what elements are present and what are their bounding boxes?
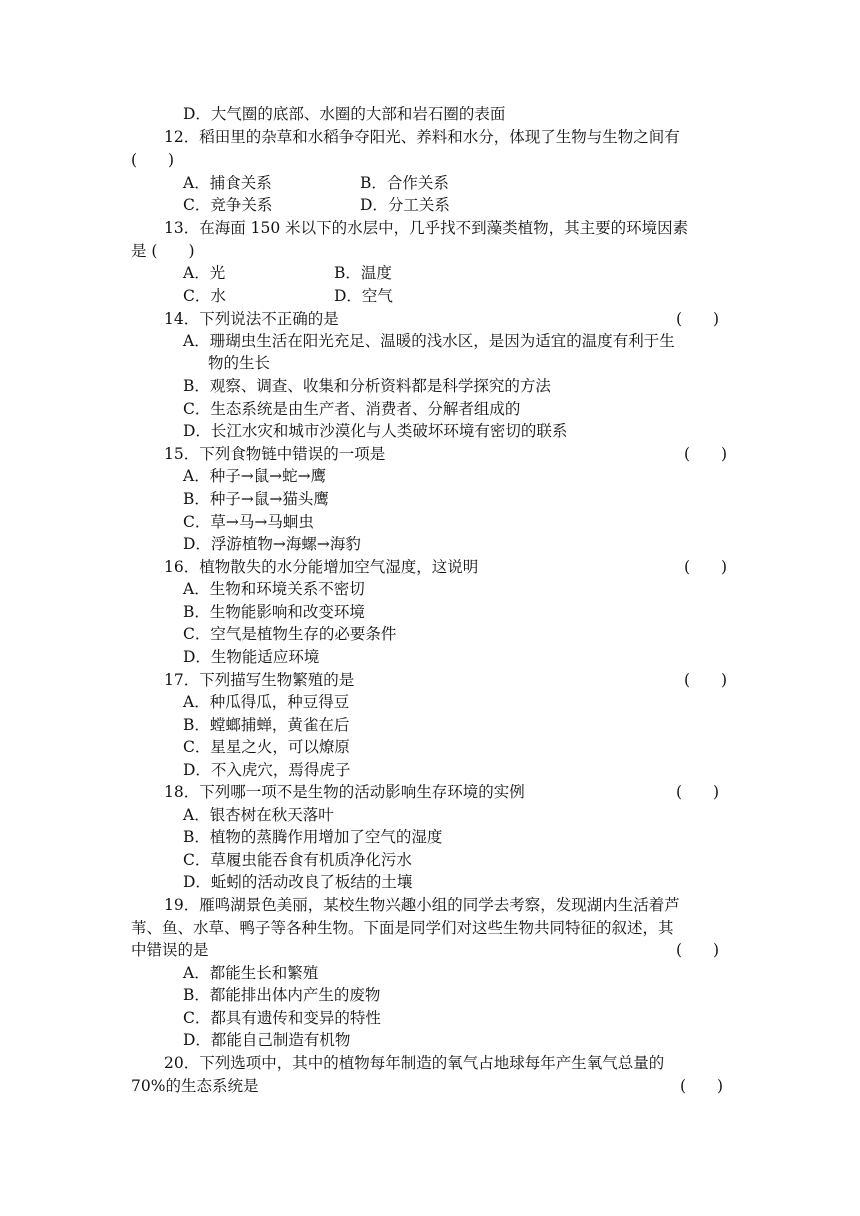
q19-stem-line3: 中错误的是 bbox=[131, 941, 209, 959]
q13-stem: 13．在海面 150 米以下的水层中，几乎找不到藻类植物，其主要的环境因素 bbox=[164, 219, 689, 237]
q14-answer-paren: ( ) bbox=[676, 310, 720, 328]
q14-option-d: D．长江水灾和城市沙漠化与人类破坏环境有密切的联系 bbox=[183, 422, 568, 440]
q15-option-a: A．种子→鼠→蛇→鹰 bbox=[183, 467, 327, 485]
q12-stem: 12．稻田里的杂草和水稻争夺阳光、养料和水分，体现了生物与生物之间有 bbox=[164, 128, 680, 146]
q14-stem: 14．下列说法不正确的是 bbox=[164, 310, 339, 328]
q16-option-c: C．空气是植物生存的必要条件 bbox=[183, 625, 397, 643]
q14-option-b: B．观察、调查、收集和分析资料都是科学探究的方法 bbox=[183, 377, 551, 395]
q14-option-c: C．生态系统是由生产者、消费者、分解者组成的 bbox=[183, 400, 521, 418]
q16-answer-paren: ( ) bbox=[684, 558, 728, 576]
q12-option-a: A．捕食关系 bbox=[183, 174, 272, 192]
q15-option-c: C．草→马→马蛔虫 bbox=[183, 513, 314, 531]
q18-option-b: B．植物的蒸腾作用增加了空气的湿度 bbox=[183, 828, 443, 846]
q17-option-b: B．螳螂捕蝉，黄雀在后 bbox=[183, 716, 350, 734]
q13-option-b: B．温度 bbox=[334, 264, 392, 282]
q13-option-c: C．水 bbox=[183, 287, 226, 305]
q15-option-b: B．种子→鼠→猫头鹰 bbox=[183, 490, 329, 508]
q19-answer-paren: ( ) bbox=[676, 941, 720, 959]
q11-option-d: D．大气圈的底部、水圈的大部和岩石圈的表面 bbox=[183, 105, 506, 123]
q18-option-a: A．银杏树在秋天落叶 bbox=[183, 806, 334, 824]
q20-stem-line2: 70%的生态系统是 bbox=[131, 1077, 259, 1095]
q18-answer-paren: ( ) bbox=[676, 783, 720, 801]
q12-answer-paren: ( ) bbox=[131, 151, 175, 169]
q14-option-a: A．珊瑚虫生活在阳光充足、温暖的浅水区，是因为适宜的温度有利于生 bbox=[183, 332, 675, 350]
q19-option-c: C．都具有遗传和变异的特性 bbox=[183, 1009, 381, 1027]
q19-option-b: B．都能排出体内产生的废物 bbox=[183, 986, 381, 1004]
q18-stem: 18．下列哪一项不是生物的活动影响生存环境的实例 bbox=[164, 783, 525, 801]
q18-option-d: D．蚯蚓的活动改良了板结的土壤 bbox=[183, 873, 413, 891]
q12-option-b: B．合作关系 bbox=[360, 174, 449, 192]
q15-stem: 15．下列食物链中错误的一项是 bbox=[164, 445, 386, 463]
q13-stem-cont: 是 ( ) bbox=[131, 242, 195, 260]
q16-option-b: B．生物能影响和改变环境 bbox=[183, 603, 365, 621]
q20-answer-paren: ( ) bbox=[680, 1077, 724, 1095]
q12-option-c: C．竞争关系 bbox=[183, 196, 273, 214]
q17-answer-paren: ( ) bbox=[684, 671, 728, 689]
q15-option-d: D．浮游植物→海螺→海豹 bbox=[183, 535, 361, 553]
q16-option-a: A．生物和环境关系不密切 bbox=[183, 580, 365, 598]
q19-option-d: D．都能自己制造有机物 bbox=[183, 1031, 351, 1049]
q17-option-d: D．不入虎穴，焉得虎子 bbox=[183, 761, 351, 779]
q17-stem: 17．下列描写生物繁殖的是 bbox=[164, 671, 355, 689]
q19-stem-line2: 苇、鱼、水草、鸭子等各种生物。下面是同学们对这些生物共同特征的叙述，其 bbox=[131, 919, 674, 937]
q19-option-a: A．都能生长和繁殖 bbox=[183, 964, 319, 982]
q17-option-c: C．星星之火，可以燎原 bbox=[183, 738, 350, 756]
q13-option-d: D．空气 bbox=[334, 287, 393, 305]
q16-stem: 16．植物散失的水分能增加空气湿度，这说明 bbox=[164, 558, 479, 576]
q18-option-c: C．草履虫能吞食有机质净化污水 bbox=[183, 851, 412, 869]
q13-option-a: A．光 bbox=[183, 264, 226, 282]
q14-option-a-cont: 物的生长 bbox=[208, 354, 271, 372]
q19-stem-line1: 19．雁鸣湖景色美丽，某校生物兴趣小组的同学去考察，发现湖内生活着芦 bbox=[164, 896, 680, 914]
q15-answer-paren: ( ) bbox=[684, 445, 728, 463]
q20-stem-line1: 20．下列选项中，其中的植物每年制造的氧气占地球每年产生氧气总量的 bbox=[164, 1054, 665, 1072]
q17-option-a: A．种瓜得瓜，种豆得豆 bbox=[183, 693, 350, 711]
q12-option-d: D．分工关系 bbox=[360, 196, 450, 214]
q16-option-d: D．生物能适应环境 bbox=[183, 648, 320, 666]
